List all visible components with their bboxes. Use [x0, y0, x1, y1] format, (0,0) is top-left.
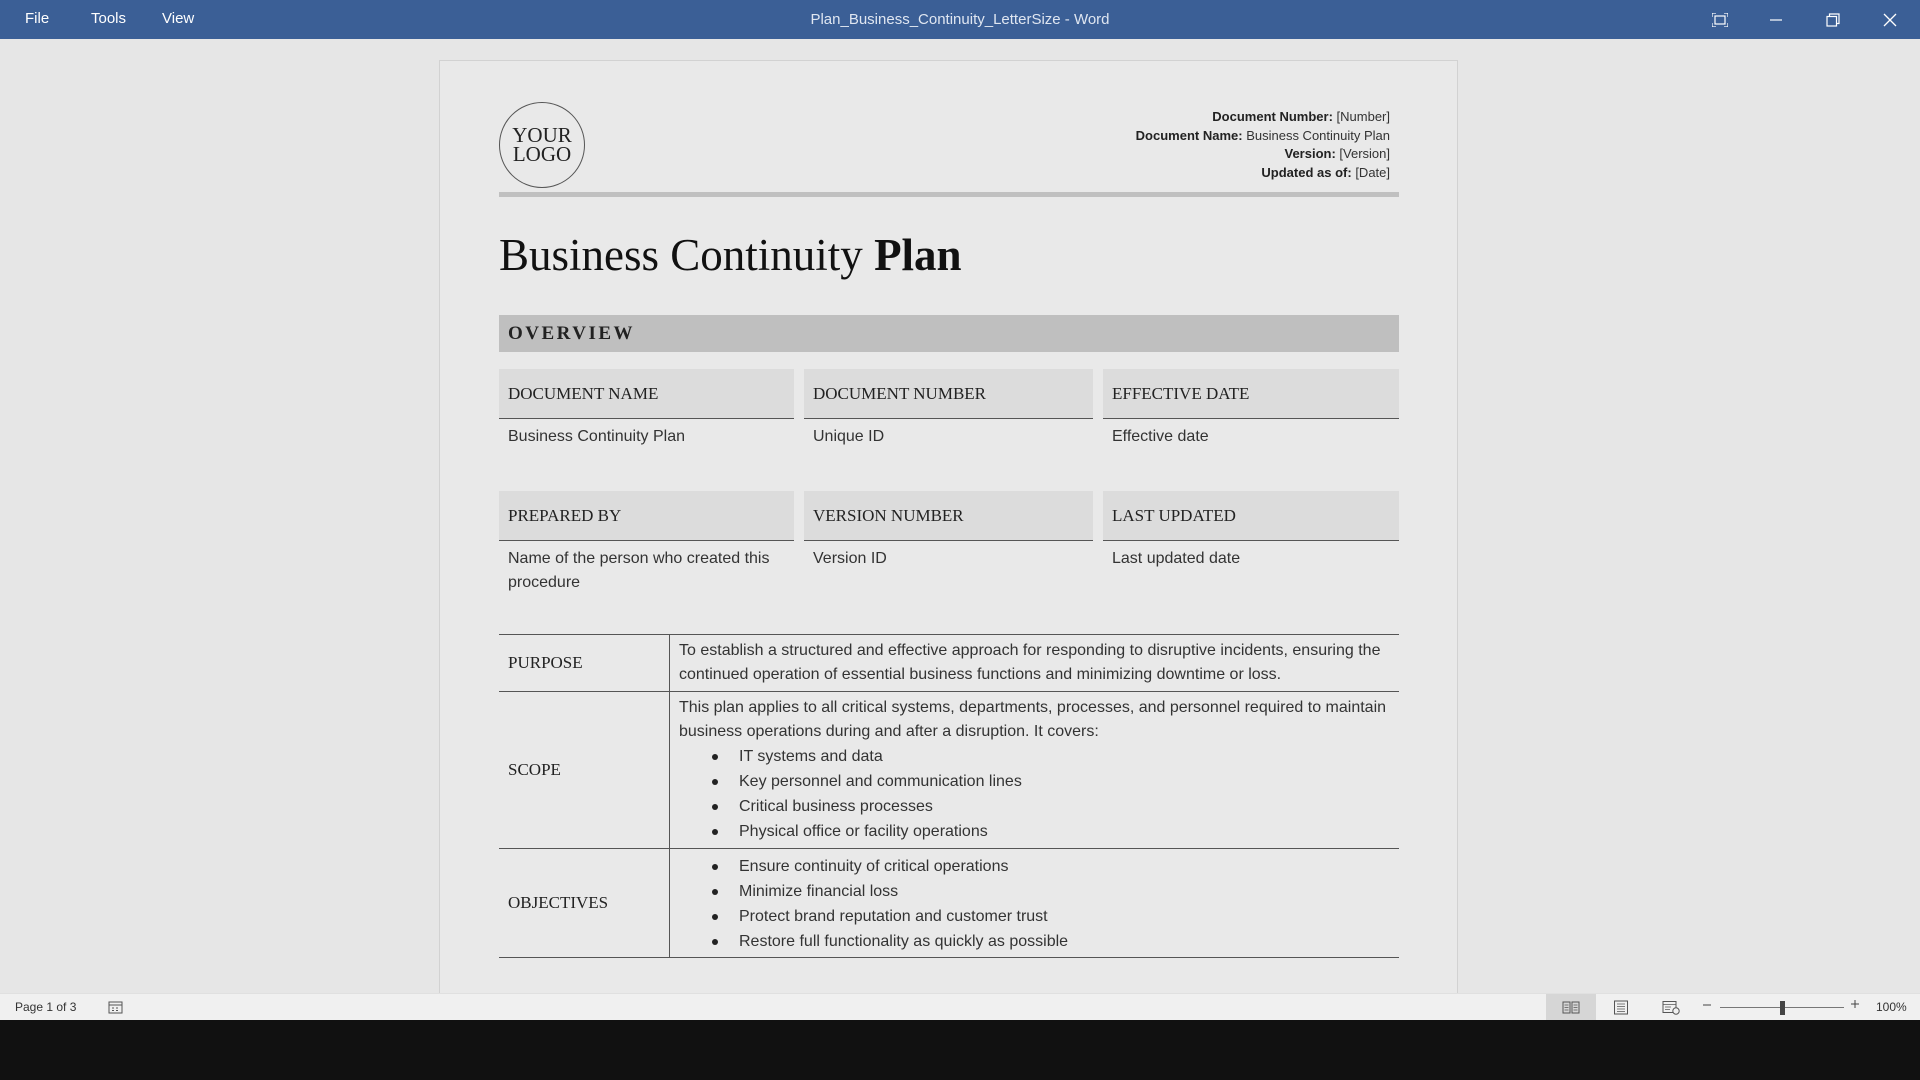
- list-item: Restore full functionality as quickly as possible: [679, 929, 1391, 954]
- plus-icon: [1850, 999, 1860, 1009]
- restore-button[interactable]: [1805, 0, 1861, 39]
- header-divider: [499, 192, 1399, 197]
- doc-number-value: [Number]: [1332, 109, 1390, 124]
- table-row-objectives: [499, 849, 1399, 958]
- field-label-version-number: VERSION NUMBER: [804, 491, 1093, 541]
- proofing-icon: [108, 1000, 123, 1014]
- table-row-purpose: [499, 635, 1399, 692]
- purpose-text[interactable]: To establish a structured and effective approach for responding to disruptive incidents, ensuring the continued operation of essential business functions and minimizing downtime or loss.: [679, 642, 1381, 683]
- focus-mode-button[interactable]: [1692, 0, 1748, 39]
- field-label-document-number: DOCUMENT NUMBER: [804, 369, 1093, 419]
- title-regular: Business Continuity: [499, 230, 875, 280]
- zoom-out-button[interactable]: [1702, 998, 1712, 1014]
- status-bar: [0, 993, 1920, 1020]
- doc-name-value: Business Continuity Plan: [1242, 127, 1390, 143]
- field-label-document-name: DOCUMENT NAME: [499, 369, 794, 419]
- logo-placeholder: [499, 102, 585, 188]
- scope-list: [679, 744, 1391, 844]
- print-layout-button[interactable]: [1596, 994, 1646, 1020]
- field-label-prepared-by: PREPARED BY: [499, 491, 794, 541]
- table-row-scope: [499, 692, 1399, 849]
- doc-updated-value: [Date]: [1351, 164, 1390, 180]
- logo-line-1: YOUR: [512, 123, 572, 147]
- web-layout-button[interactable]: [1646, 994, 1696, 1020]
- logo-line-2: LOGO: [512, 142, 572, 166]
- title-bold: Plan: [874, 230, 962, 280]
- document-workspace[interactable]: [0, 39, 1920, 993]
- objectives-label: OBJECTIVES: [499, 849, 670, 957]
- focus-mode-icon: [1712, 13, 1728, 27]
- field-value-version-number[interactable]: Version ID: [813, 550, 887, 567]
- field-value-document-name[interactable]: Business Continuity Plan: [508, 428, 685, 445]
- scope-label: SCOPE: [499, 692, 670, 848]
- document-page[interactable]: [439, 60, 1458, 993]
- restore-icon: [1826, 13, 1840, 27]
- doc-updated-line: [1136, 164, 1390, 183]
- list-item: Key personnel and communication lines: [679, 769, 1391, 794]
- field-value-document-number[interactable]: Unique ID: [813, 428, 885, 445]
- close-button[interactable]: [1862, 0, 1918, 39]
- list-item: Physical office or facility operations: [679, 819, 1391, 844]
- close-icon: [1883, 13, 1897, 27]
- menu-file[interactable]: File: [25, 10, 50, 27]
- print-layout-icon: [1613, 1000, 1629, 1015]
- document-info-block: [1136, 108, 1390, 182]
- doc-number-label: Document Number:: [1212, 109, 1333, 124]
- field-value-prepared-by[interactable]: Name of the person who created this procedure: [508, 550, 770, 591]
- menu-view[interactable]: View: [162, 10, 195, 27]
- page-count[interactable]: Page 1 of 3: [15, 1000, 77, 1014]
- list-item: Protect brand reputation and customer trust: [679, 904, 1391, 929]
- document-title: [499, 229, 962, 281]
- field-label-last-updated: LAST UPDATED: [1103, 491, 1399, 541]
- menu-tools[interactable]: Tools: [91, 10, 127, 27]
- field-label-effective-date: EFFECTIVE DATE: [1103, 369, 1399, 419]
- doc-version-label: Version:: [1284, 146, 1336, 161]
- doc-version-value: [Version]: [1335, 146, 1390, 161]
- purpose-scope-table: [499, 634, 1399, 958]
- objectives-body[interactable]: [670, 849, 1399, 957]
- doc-name-label: Document Name:: [1135, 127, 1243, 143]
- field-value-last-updated[interactable]: Last updated date: [1112, 550, 1241, 567]
- scope-body[interactable]: [670, 692, 1399, 848]
- list-item: Ensure continuity of critical operations: [679, 854, 1391, 879]
- list-item: IT systems and data: [679, 744, 1391, 769]
- purpose-label: PURPOSE: [499, 635, 670, 691]
- doc-number-line: [1136, 108, 1390, 127]
- window-title: Plan_Business_Continuity_LetterSize - Word: [810, 11, 1110, 28]
- doc-name-line: [1136, 127, 1390, 146]
- doc-updated-label: Updated as of:: [1261, 164, 1352, 180]
- list-item: Critical business processes: [679, 794, 1391, 819]
- overview-heading: OVERVIEW: [508, 323, 636, 344]
- zoom-in-button[interactable]: [1850, 998, 1860, 1012]
- read-mode-icon: [1562, 1000, 1580, 1014]
- scope-text: This plan applies to all critical systems, departments, processes, and personnel required to maintain business operations during and after a disruption. It covers:: [679, 699, 1387, 740]
- list-item: Minimize financial loss: [679, 879, 1391, 904]
- zoom-level[interactable]: 100%: [1876, 1000, 1907, 1014]
- desktop-background: [0, 1020, 1920, 1080]
- overview-section-bar: [499, 315, 1399, 352]
- web-layout-icon: [1662, 1000, 1680, 1015]
- objectives-list: [679, 854, 1391, 954]
- doc-version-line: [1136, 145, 1390, 164]
- field-value-effective-date[interactable]: Effective date: [1112, 428, 1209, 445]
- read-mode-button[interactable]: [1546, 994, 1596, 1020]
- minimize-icon: [1769, 13, 1783, 27]
- title-bar: [0, 0, 1920, 39]
- zoom-slider-thumb[interactable]: [1780, 1001, 1785, 1015]
- minus-icon: [1702, 1000, 1712, 1010]
- minimize-button[interactable]: [1748, 0, 1804, 39]
- proofing-button[interactable]: [108, 1000, 123, 1017]
